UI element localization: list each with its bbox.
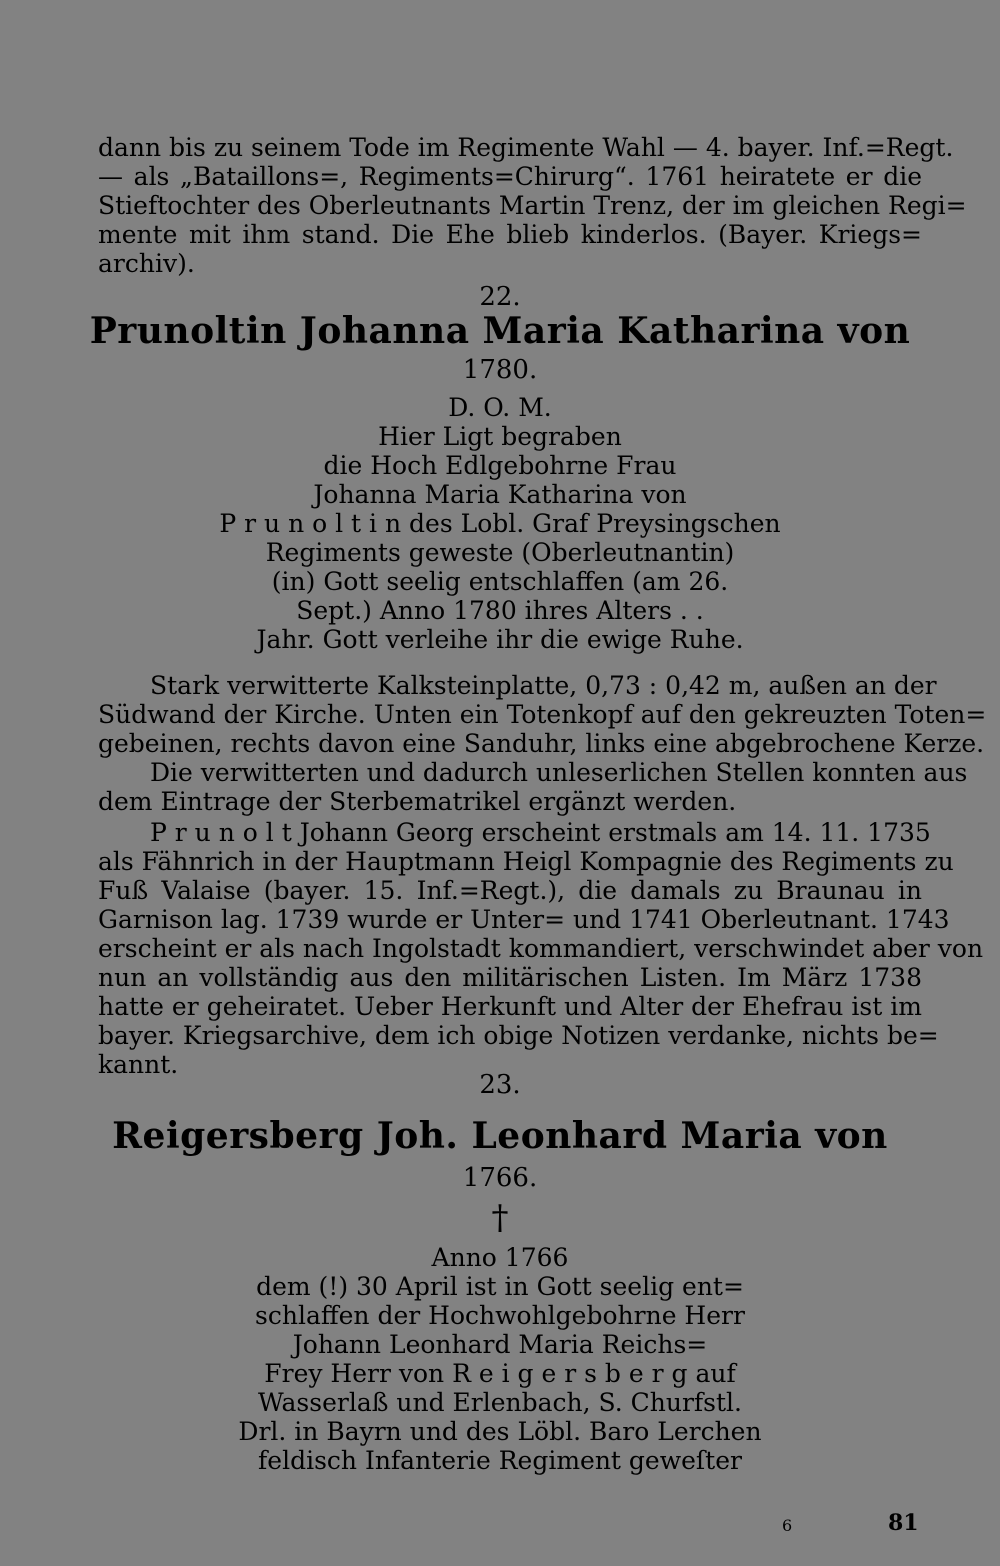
inscription-line: P r u n o l t i n des Lobl. Graf Preysingschen (219, 509, 781, 538)
text-line: als Fähnrich in der Hauptmann Heigl Kompagnie des Regiments zu (98, 847, 954, 876)
text-line: — als „Bataillons=, Regiments=Chirurg“. 1761 heiratete er die (98, 162, 922, 191)
inscription-line: Johanna Maria Katharina von (313, 480, 687, 509)
inscription-23 (0, 1243, 1000, 1475)
text-line: Stark verwitterte Kalksteinplatte, 0,73 : 0,42 m, außen an der (150, 671, 937, 700)
printer-signature: 6 (782, 1516, 793, 1535)
note-paragraph (98, 758, 968, 816)
inscription-line: feldisch Infanterie Regiment geweſter (258, 1446, 742, 1475)
page-number: 81 (888, 1510, 919, 1536)
inscription-22 (0, 393, 1000, 654)
text-line: P r u n o l t Johann Georg erscheint erstmals am 14. 11. 1735 (150, 818, 931, 847)
text-line: Fuß Valaise (bayer. 15. Inf.=Regt.), die damals zu Braunau in (98, 876, 922, 905)
text-line: Südwand der Kirche. Unten ein Totenkopf auf den gekreuzten Toten= (98, 700, 987, 729)
inscription-line: schlaffen der Hochwohlgebohrne Herr (255, 1301, 745, 1330)
inscription-line: Frey Herr von R e i g e r s b e r g auf (264, 1359, 736, 1388)
entry-year: 1766. (462, 1163, 538, 1193)
text-line: hatte er geheiratet. Ueber Herkunft und Alter der Ehefrau ist im (98, 992, 922, 1021)
entry-title: Reigersberg Joh. Leonhard Maria von (112, 1115, 888, 1157)
entry-year: 1780. (462, 355, 538, 385)
text-line: nun an vollständig aus den militärischen Listen. Im März 1738 (98, 963, 922, 992)
text-line: dann bis zu seinem Tode im Regimente Wahl — 4. bayer. Inf.=Regt. (98, 133, 954, 162)
text-line: kannt. (98, 1050, 179, 1079)
entry-title: Prunoltin Johanna Maria Katharina von (89, 310, 911, 352)
inscription-line: Wasserlaß und Erlenbach, S. Churfstl. (257, 1388, 742, 1417)
text-line: erscheint er als nach Ingolstadt kommandiert, verschwindet aber von (98, 934, 984, 963)
text-line: Stieftochter des Oberleutnants Martin Trenz, der im gleichen Regi= (98, 191, 967, 220)
inscription-line: D. O. M. (448, 393, 552, 422)
inscription-line: Drl. in Bayrn und des Löbl. Baro Lerchen (238, 1417, 762, 1446)
text-line: archiv). (98, 249, 195, 278)
text-line: dem Eintrage der Sterbematrikel ergänzt werden. (98, 787, 737, 816)
text-line: Garnison lag. 1739 wurde er Unter= und 1741 Oberleutnant. 1743 (98, 905, 950, 934)
top-paragraph (98, 133, 967, 278)
text-line: gebeinen, rechts davon eine Sanduhr, links eine abgebrochene Kerze. (98, 729, 985, 758)
inscription-line: Johann Leonhard Maria Reichs= (292, 1330, 708, 1359)
inscription-line: Jahr. Gott verleihe ihr die ewige Ruhe. (256, 625, 744, 654)
inscription-line: Hier Ligt begraben (378, 422, 622, 451)
text-line: bayer. Kriegsarchive, dem ich obige Notizen verdanke, nichts be= (98, 1021, 939, 1050)
entry-number: 22. (479, 282, 521, 312)
inscription-line: (in) Gott seelig entschlaffen (am 26. (271, 567, 729, 596)
inscription-line: Anno 1766 (431, 1243, 569, 1272)
cross-icon: † (491, 1198, 509, 1238)
text-line: mente mit ihm stand. Die Ehe blieb kinderlos. (Bayer. Kriegs= (98, 220, 922, 249)
inscription-line: dem (!) 30 April ist in Gott seelig ent= (256, 1272, 744, 1301)
text-line: Die verwitterten und dadurch unleserlichen Stellen konnten aus (150, 758, 968, 787)
description-paragraph (98, 671, 987, 758)
entry-number: 23. (479, 1070, 521, 1100)
inscription-line: Regiments geweste (Oberleutnantin) (265, 538, 735, 567)
inscription-line: die Hoch Edlgebohrne Frau (323, 451, 677, 480)
history-paragraph (98, 818, 984, 1079)
inscription-line: Sept.) Anno 1780 ihres Alters . . (296, 596, 704, 625)
